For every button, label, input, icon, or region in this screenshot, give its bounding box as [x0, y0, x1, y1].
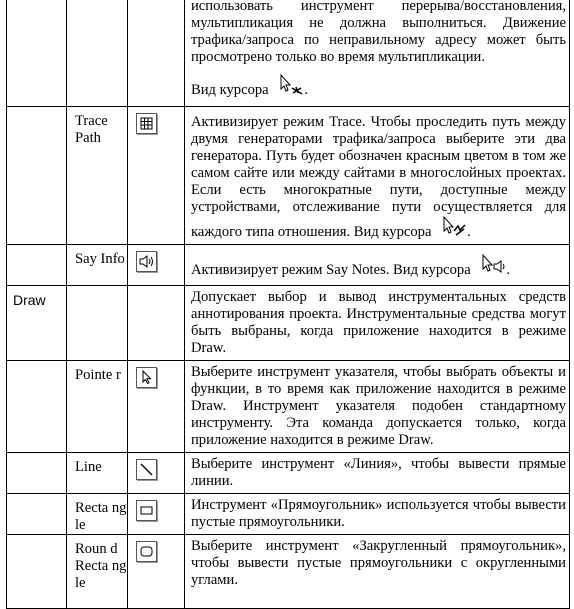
- cursor-label: Вид курсора: [191, 82, 269, 98]
- command-name-cell: Recta ngle: [67, 494, 128, 535]
- say-cursor-icon: [480, 254, 506, 276]
- command-name-cell: [67, 0, 128, 107]
- icon-cell: [128, 535, 185, 609]
- group-cell: [7, 245, 67, 286]
- line-icon: [136, 459, 157, 480]
- grid-icon: [136, 113, 157, 134]
- commands-table: [6, 0, 570, 609]
- table-row: [7, 361, 570, 453]
- table-row: [7, 453, 570, 494]
- group-cell: [7, 0, 67, 107]
- description-text: использовать инструмент перерыва/восстановления, мультипликация не должна выполниться. Движение трафика/запроса по неправильному адресу может быть просмотрено только во время мультипликации.: [191, 0, 566, 65]
- command-name-cell: Roun d Recta ngle: [67, 535, 128, 609]
- speaker-icon: [136, 251, 157, 272]
- description-text: Инструмент «Прямоугольник» используется чтобы вывести пустые прямоугольники.: [191, 497, 566, 530]
- description-text: Активизирует режим Say Notes. Вид курсора: [191, 262, 471, 278]
- command-name-cell: Trace Path: [67, 107, 128, 245]
- table-row: [7, 535, 570, 609]
- group-cell: [7, 107, 67, 245]
- trace-cursor-icon: [441, 216, 467, 238]
- description-text: Выберите инструмент указателя, чтобы выбрать объекты и функции, в то время как приложение находится в режиме Draw. Инструмент указателя подобен стандартному инструменту. Эта команда допускается только, когда приложение находится в режиме Draw.: [191, 364, 566, 448]
- command-name-cell: [67, 286, 128, 361]
- icon-cell: [128, 494, 185, 535]
- description-cell: Активизирует режим Say Notes. Вид курсора .: [185, 245, 570, 286]
- description-cell: [185, 286, 570, 361]
- description-cell: Активизирует режим Trace. Чтобы проследить путь между двумя генераторами трафика/запроса выберите эти два генератора. Путь будет обозначен красным цветом в том же самом сайте или между сайтами в многослойных проектах. Если есть многократные пути, доступные между устройствами, отслеживание пути осуществляется для каждого типа отношения. Вид курсора .: [185, 107, 570, 245]
- table-row: [7, 107, 570, 245]
- icon-cell: [128, 107, 185, 245]
- group-cell: Draw: [7, 286, 67, 361]
- description-text: Активизирует режим Trace. Чтобы проследить путь между двумя генераторами трафика/запроса выберите эти два генератора. Путь будет обозначен красным цветом в том же самом сайте или между сайтами в многослойных проектах. Если есть многократные пути, доступные между устройствами, отслеживание пути осуществляется для каждого типа отношения. Вид курсора: [191, 114, 566, 240]
- pointer-icon: [136, 367, 157, 388]
- description-cell: [185, 535, 570, 609]
- rectangle-icon: [136, 500, 157, 521]
- table-row: [7, 286, 570, 361]
- icon-cell: [128, 361, 185, 453]
- description-text: Допускает выбор и вывод инструментальных средств аннотирования проекта. Инструментальные средства могут быть выбраны, когда приложение находится в режиме Draw.: [191, 289, 566, 356]
- table-row: [7, 494, 570, 535]
- description-cell: [185, 453, 570, 494]
- icon-cell: [128, 453, 185, 494]
- group-cell: [7, 361, 67, 453]
- network-cursor-icon: [278, 74, 304, 96]
- icon-cell: [128, 0, 185, 107]
- description-text: Выберите инструмент «Закругленный прямоугольник», чтобы вывести пустые прямоугольники с округленными углами.: [191, 538, 566, 588]
- description-cell: [185, 361, 570, 453]
- description-cell: использовать инструмент перерыва/восстановления, мультипликация не должна выполниться. Движение трафика/запроса по неправильному адресу может быть просмотрено только во время мультипликации. Вид курсора .: [185, 0, 570, 107]
- description-text: Выберите инструмент «Линия», чтобы вывести прямые линии.: [191, 456, 566, 489]
- group-cell: [7, 494, 67, 535]
- table-row: [7, 245, 570, 286]
- command-name-cell: Say Info: [67, 245, 128, 286]
- description-cell: [185, 494, 570, 535]
- command-name-cell: Pointe r: [67, 361, 128, 453]
- group-cell: [7, 453, 67, 494]
- command-name-cell: Line: [67, 453, 128, 494]
- rounded-rectangle-icon: [136, 541, 157, 562]
- group-cell: [7, 535, 67, 609]
- icon-cell: [128, 286, 185, 361]
- icon-cell: [128, 245, 185, 286]
- table-row: [7, 0, 570, 107]
